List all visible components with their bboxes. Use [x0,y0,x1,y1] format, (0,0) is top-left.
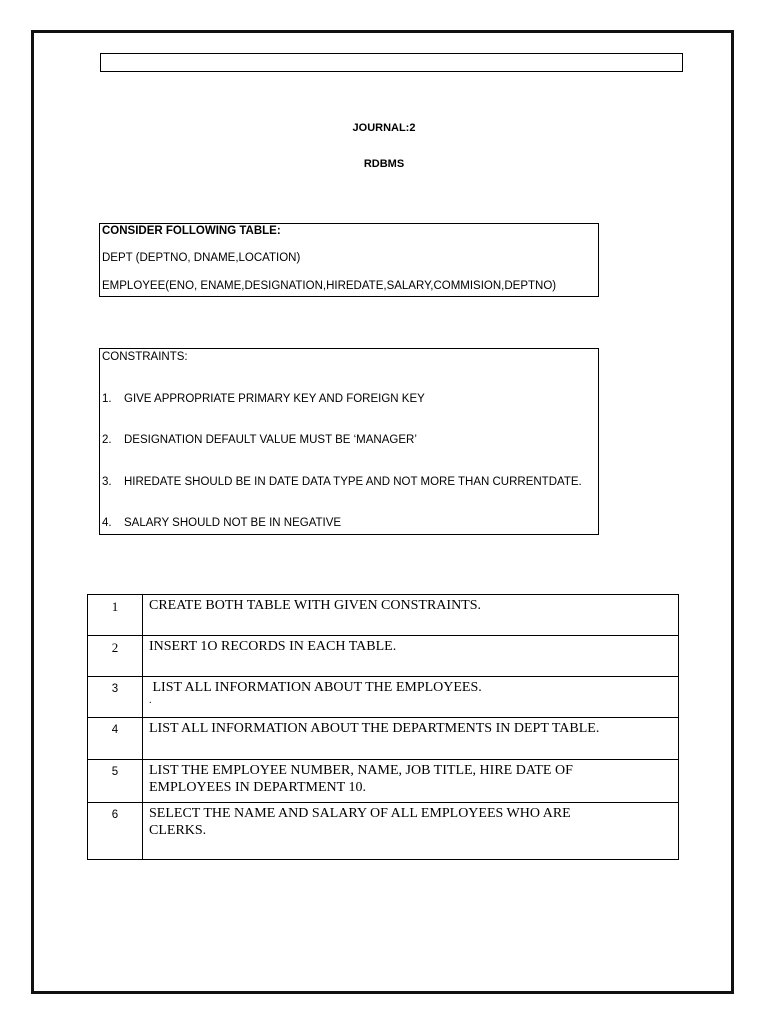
question-line: LIST ALL INFORMATION ABOUT THE EMPLOYEES. [149,680,482,695]
journal-title: JOURNAL:2 [352,122,416,134]
subject-title: RDBMS [363,158,405,170]
question-line: INSERT 1O RECORDS IN EACH TABLE. [149,639,397,654]
constraint-text: SALARY SHOULD NOT BE IN NEGATIVE [124,517,342,529]
employee-table-line: EMPLOYEE(ENO, ENAME,DESIGNATION,HIREDATE,SALARY,COMMISION,DEPTNO) [102,280,557,292]
question-number: 1 [88,595,143,636]
table-row [88,595,679,636]
question-text [143,595,679,636]
question-text [143,803,679,860]
table-row [88,677,679,718]
question-line: EMPLOYEES IN DEPARTMENT 10. [149,780,366,795]
header-box [100,53,683,72]
question-number: 2 [88,636,143,677]
constraint-text: HIREDATE SHOULD BE IN DATE DATA TYPE AND NOT MORE THAN CURRENTDATE. [124,476,582,488]
constraint-item [102,475,582,489]
question-number: 5 [88,760,143,803]
question-line: CLERKS. [149,823,207,838]
constraint-number: 2. [102,434,112,446]
question-number: 3 [88,677,143,718]
constraints-box [99,348,599,535]
question-text [143,636,679,677]
constraint-text: DESIGNATION DEFAULT VALUE MUST BE ‘MANAGER’ [124,434,417,446]
constraint-number: 1. [102,393,112,405]
constraint-item [102,392,425,406]
question-text [143,760,679,803]
tables-heading: CONSIDER FOLLOWING TABLE: [102,225,281,237]
question-line: SELECT THE NAME AND SALARY OF ALL EMPLOYEES WHO ARE [149,806,571,821]
constraint-item [102,516,341,530]
question-line: LIST ALL INFORMATION ABOUT THE DEPARTMENTS IN DEPT TABLE. [149,721,600,736]
question-text [143,677,679,718]
question-line-dot: . [149,695,152,706]
questions-table [87,594,679,860]
constraint-number: 4. [102,517,112,529]
constraint-number: 3. [102,476,112,488]
question-text [143,718,679,760]
table-row [88,803,679,860]
constraint-text: GIVE APPROPRIATE PRIMARY KEY AND FOREIGN KEY [124,393,425,405]
constraints-heading: CONSTRAINTS: [102,351,188,363]
constraint-item [102,433,417,447]
question-number: 4 [88,718,143,760]
question-line: LIST THE EMPLOYEE NUMBER, NAME, JOB TITLE, HIRE DATE OF [149,763,573,778]
table-row [88,636,679,677]
tables-box [99,223,599,297]
table-row [88,718,679,760]
question-number: 6 [88,803,143,860]
question-line: CREATE BOTH TABLE WITH GIVEN CONSTRAINTS. [149,598,482,613]
table-row [88,760,679,803]
dept-table-line: DEPT (DEPTNO, DNAME,LOCATION) [102,252,301,264]
